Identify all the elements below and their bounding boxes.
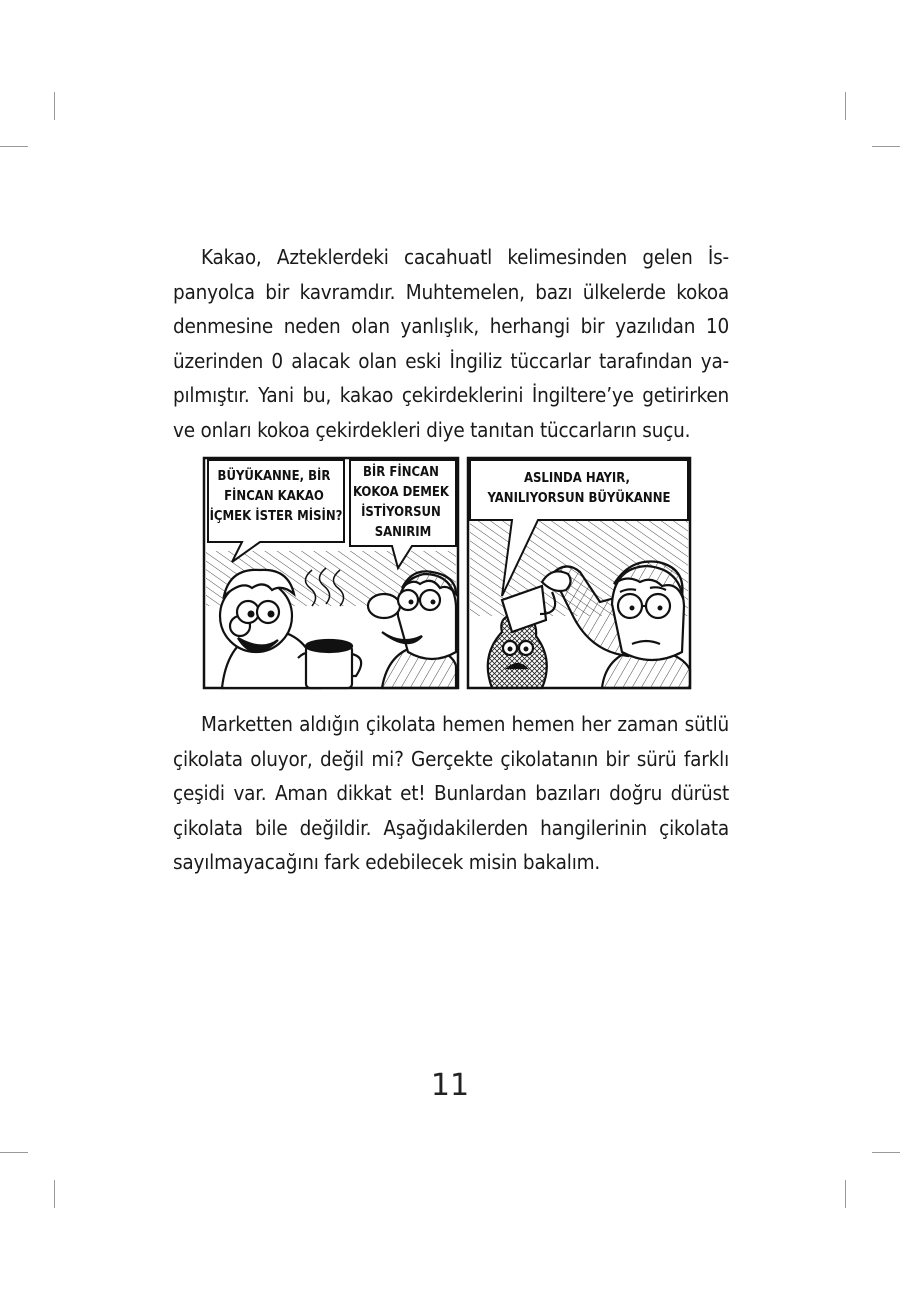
text-line: sayılmayacağını fark edebilecek misin bakalım. <box>173 850 601 875</box>
comic-illustration <box>202 456 692 692</box>
text-line: üzerinden 0 alacak olan eski İngiliz tüccarlar tarafından ya- <box>173 348 729 373</box>
text-line: panyolca bir kavramdır. Muhtemelen, bazı ülkelerde kokoa <box>173 279 729 304</box>
crop-mark <box>872 146 900 147</box>
comic-strip <box>202 456 692 692</box>
paragraph-question <box>173 707 729 880</box>
crop-mark <box>0 1152 28 1153</box>
crop-mark <box>845 1180 846 1208</box>
crop-mark <box>54 1180 55 1208</box>
speech-bubble-man: ASLINDA HAYIR, YANILIYORSUN BÜYÜKANNE <box>487 471 671 506</box>
text-line: çikolata oluyor, değil mi? Gerçekte çikolatanın bir sürü farklı <box>173 746 729 771</box>
crop-mark <box>54 92 55 120</box>
crop-mark <box>872 1152 900 1153</box>
text-line: ve onları kokoa çekirdekleri diye tanıtan tüccarların suçu. <box>173 417 691 442</box>
speech-bubble-granny: BİR FİNCAN KOKOA DEMEK İSTİYORSUN SANIRIM <box>352 465 449 540</box>
text-line: denmesine neden olan yanlışlık, herhangi bir yazılıdan 10 <box>173 314 729 339</box>
text-line: Marketten aldığın çikolata hemen hemen her zaman sütlü <box>201 712 729 736</box>
crop-mark <box>0 146 28 147</box>
speech-bubble-boy: BÜYÜKANNE, BİR FİNCAN KAKAO İÇMEK İSTER MİSİN? <box>209 469 343 524</box>
paragraph-intro <box>173 240 729 448</box>
crop-mark <box>845 92 846 120</box>
text-line: Kakao, Azteklerdeki cacahuatl kelimesinden gelen İs- <box>201 245 729 269</box>
text-line: pılmıştır. Yani bu, kakao çekirdeklerini İngiltere’ye getirirken <box>173 383 729 408</box>
text-line: çeşidi var. Aman dikkat et! Bunlardan bazıları doğru dürüst <box>173 781 729 806</box>
page-number: 11 <box>430 1068 470 1103</box>
text-line: çikolata bile değildir. Aşağıdakilerden hangilerinin çikolata <box>173 815 729 840</box>
